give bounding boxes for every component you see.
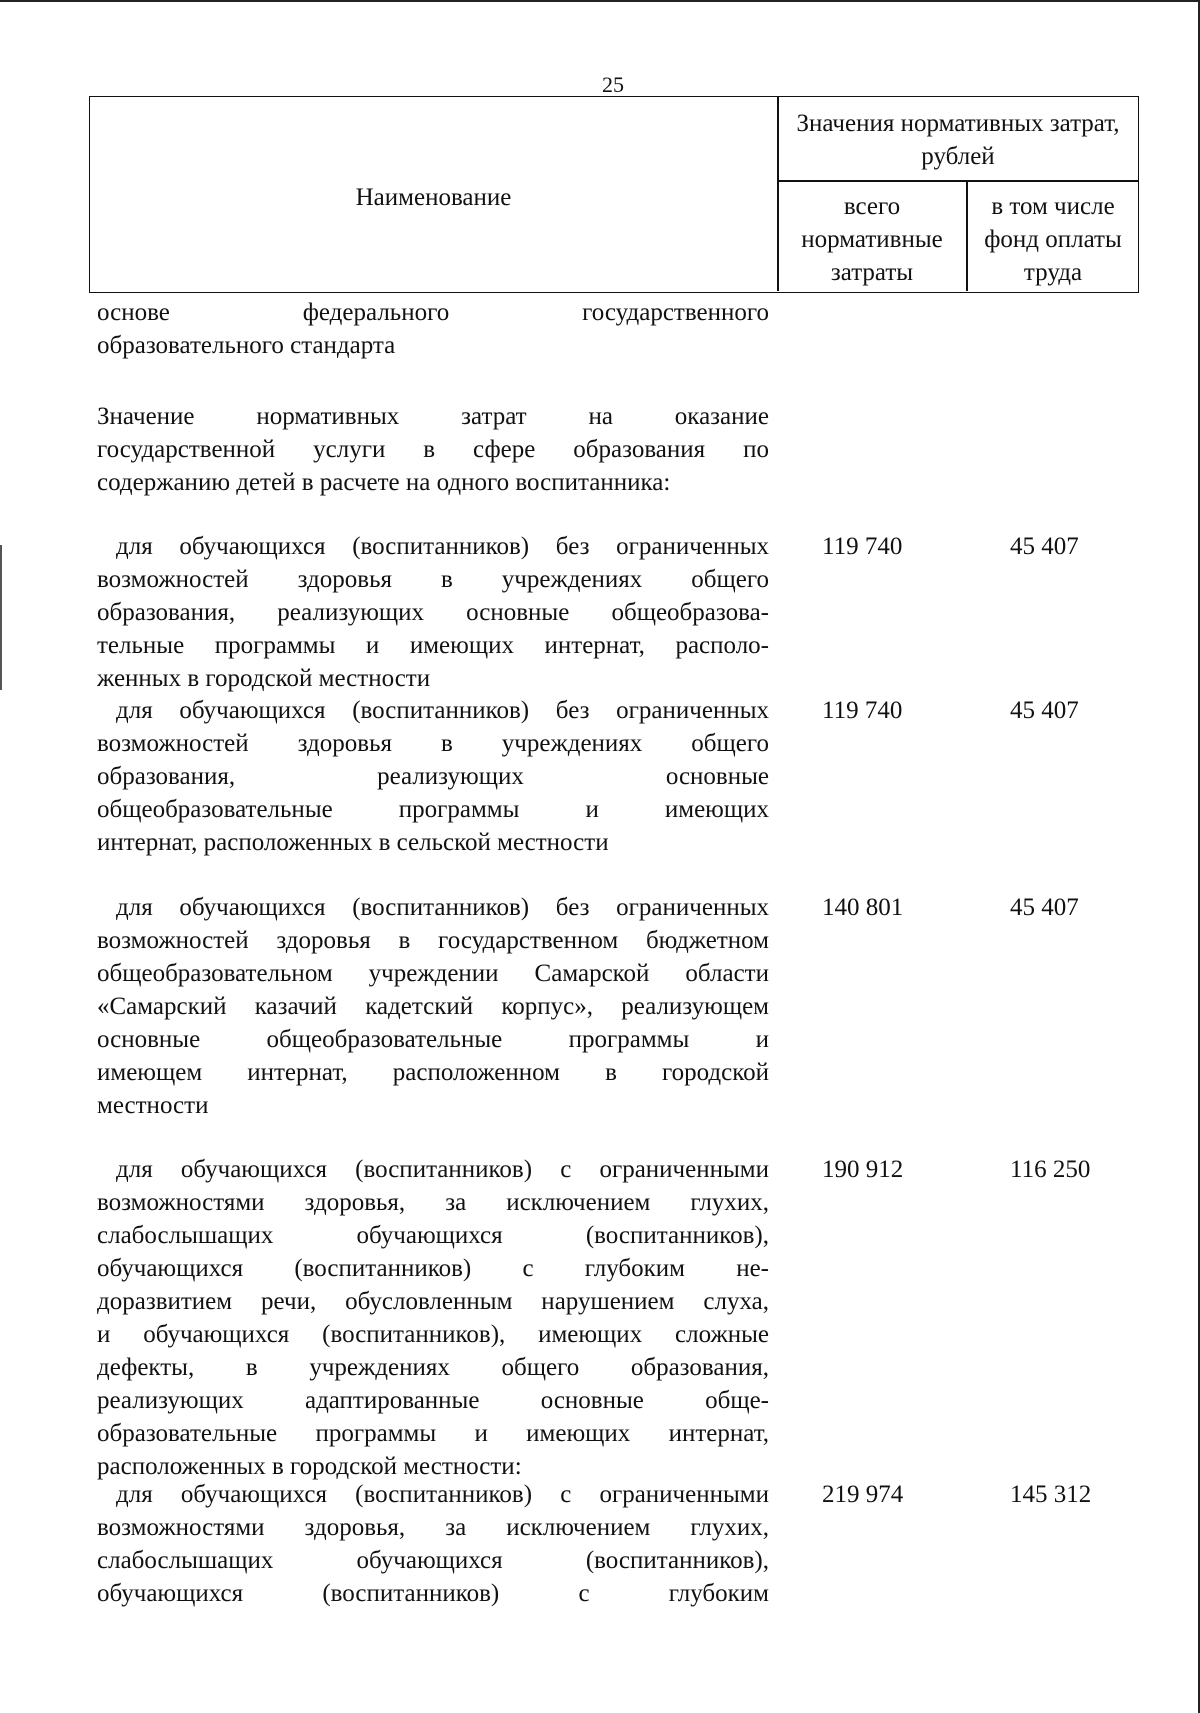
cost-item-wage-fund: 45 407: [1010, 533, 1079, 560]
text-line: обучающихся (воспитанников) с глубоким: [97, 1580, 769, 1607]
text-line: содержанию детей в расчете на одного воспитанника:: [97, 469, 671, 496]
header-wage-fund: [967, 190, 1139, 289]
text-line: образования, реализующих основные общеобразова-: [97, 599, 769, 626]
text-line: и обучающихся (воспитанников), имеющих сложные: [97, 1321, 769, 1348]
cost-item-description: [97, 1478, 769, 1610]
text-line: слабослышащих обучающихся (воспитанников),: [97, 1547, 769, 1574]
cost-item-description: [97, 530, 769, 695]
text-line: общеобразовательные программы и имеющих: [97, 796, 769, 823]
text-line: реализующих адаптированные основные обще-: [97, 1387, 769, 1414]
text-line: образовательного стандарта: [97, 332, 396, 359]
text-line: слабослышащих обучающихся (воспитанников),: [97, 1222, 769, 1249]
text-line: Значение нормативных затрат на оказание: [97, 403, 769, 430]
cost-item-wage-fund: 45 407: [1010, 894, 1079, 921]
header-fund-line: труда: [1023, 259, 1083, 286]
header-total-line: всего: [843, 193, 901, 220]
header-divider-sub: [777, 180, 1138, 182]
text-line: основные общеобразовательные программы и: [97, 1026, 769, 1053]
header-values-group: Значения нормативных затрат, рублей: [796, 110, 1120, 170]
text-line: образования, реализующих основные: [97, 763, 769, 790]
text-line: для обучающихся (воспитанников) с ограниченными: [116, 1481, 769, 1508]
text-line: возможностями здоровья, за исключением глухих,: [97, 1189, 769, 1216]
scan-edge-top: [0, 0, 1200, 2]
cost-item-total: 140 801: [822, 894, 904, 921]
header-total-line: затраты: [830, 259, 914, 286]
text-line: общеобразовательном учреждении Самарской области: [97, 960, 769, 987]
table-header: [89, 96, 1139, 293]
cost-item-wage-fund: 116 250: [1010, 1156, 1091, 1183]
scan-edge-left: [0, 545, 2, 690]
header-total-costs: [778, 190, 966, 289]
text-line: имеющем интернат, расположенном в городской: [97, 1059, 769, 1086]
cost-item-description: [97, 891, 769, 1122]
text-line: интернат, расположенных в сельской местности: [97, 829, 609, 856]
text-line: для обучающихся (воспитанников) без ограниченных: [116, 894, 769, 921]
cost-item-description: [97, 1153, 769, 1483]
text-line: доразвитием речи, обусловленным нарушением слуха,: [97, 1288, 769, 1315]
cost-item-total: 190 912: [822, 1156, 904, 1183]
header-fund-line: в том числе: [991, 193, 1115, 220]
text-line: возможностей здоровья в учреждениях общего: [97, 730, 769, 757]
text-line: возможностей здоровья в учреждениях общего: [97, 566, 769, 593]
cost-item-description: [97, 694, 769, 859]
text-line: расположенных в городской местности:: [97, 1453, 522, 1480]
text-line: дефекты, в учреждениях общего образования,: [97, 1354, 769, 1381]
text-line: обучающихся (воспитанников) с глубоким не-: [97, 1255, 769, 1282]
text-line: для обучающихся (воспитанников) с ограниченными: [116, 1156, 769, 1183]
text-line: «Самарский казачий кадетский корпус», реализующем: [97, 993, 769, 1020]
text-line: женных в городской местности: [97, 665, 431, 692]
page-number: 25: [602, 72, 624, 97]
cost-item-wage-fund: 45 407: [1010, 697, 1079, 724]
cost-item-total: 119 740: [822, 533, 903, 560]
text-line: местности: [97, 1092, 209, 1119]
text-line: возможностей здоровья в государственном бюджетном: [97, 927, 769, 954]
cost-item-total: 219 974: [822, 1481, 904, 1508]
text-line: для обучающихся (воспитанников) без ограниченных: [116, 697, 769, 724]
cost-item-total: 119 740: [822, 697, 903, 724]
text-line: образовательные программы и имеющих интернат,: [97, 1420, 769, 1447]
text-line: тельные программы и имеющих интернат, располо-: [97, 632, 769, 659]
header-fund-line: фонд оплаты: [984, 226, 1122, 253]
text-line: основе федерального государственного: [97, 299, 769, 326]
text-line: государственной услуги в сфере образования по: [97, 436, 769, 463]
header-total-line: нормативные: [801, 226, 943, 253]
section-heading: [97, 400, 769, 499]
text-line: для обучающихся (воспитанников) без ограниченных: [116, 533, 769, 560]
text-line: возможностями здоровья, за исключением глухих,: [97, 1514, 769, 1541]
cost-item-wage-fund: 145 312: [1010, 1481, 1092, 1508]
header-name: Наименование: [355, 184, 512, 211]
intro-continuation: [97, 296, 769, 362]
